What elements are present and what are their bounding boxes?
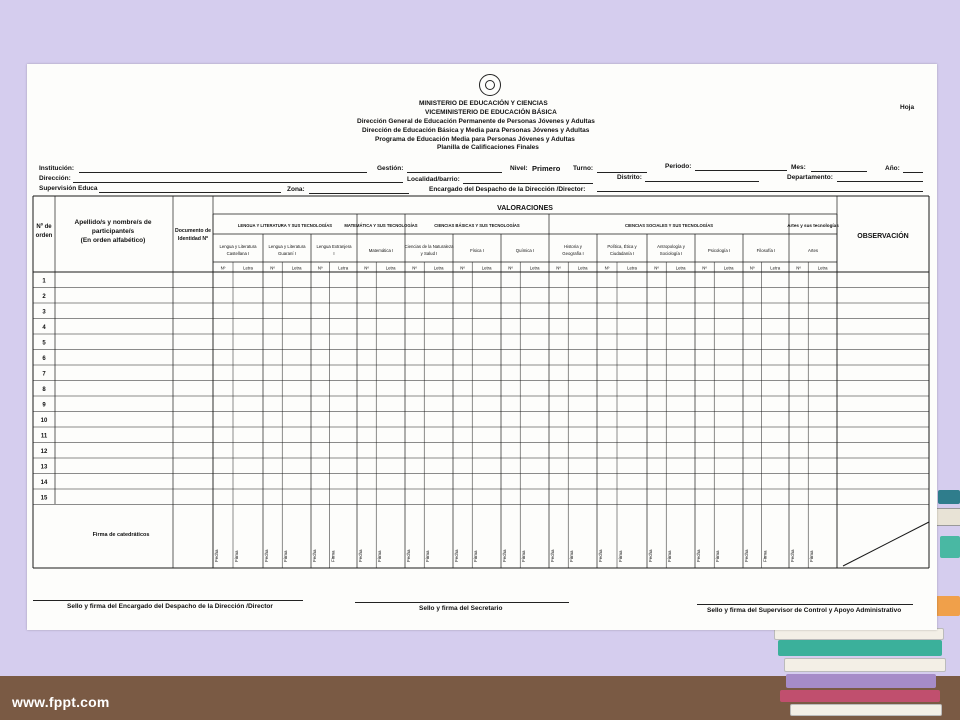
area-label: Artes y sus tecnologías xyxy=(787,223,839,228)
sub-n-label: Nº xyxy=(270,265,275,271)
firma-label: Firma xyxy=(425,550,431,562)
subject-label: I xyxy=(333,251,335,256)
sub-n-label: Nº xyxy=(749,265,755,271)
subject-label: Física I xyxy=(470,248,484,253)
sub-n-label: Nº xyxy=(317,265,323,271)
sub-letra-label: Letra xyxy=(675,265,686,271)
subject-label: Química I xyxy=(515,248,535,253)
periodo-label: Periodo: xyxy=(665,163,692,170)
subject-label: Guaraní I xyxy=(278,251,296,256)
subject-label: Sociología I xyxy=(659,251,683,256)
firma-label: Firma xyxy=(234,550,239,562)
firma-label: Firma xyxy=(569,550,575,562)
firma-label: Firma xyxy=(521,550,527,562)
programa: Programa de Educación Media para Personas Jóvenes y Adultas xyxy=(375,136,575,143)
document-title: Planilla de Calificaciones Finales xyxy=(437,144,539,151)
firma-label: Firma xyxy=(667,550,673,562)
area-label: LENGUA Y LITERATURA Y SUS TECNOLOGÍAS xyxy=(237,223,333,228)
supervision-label: Supervisión Educa xyxy=(39,185,98,192)
direccion-educacion: Dirección de Educación Básica y Media para Personas Jóvenes y Adultas xyxy=(362,127,590,134)
subject-label: Artes xyxy=(807,248,819,253)
row-number: 4 xyxy=(42,325,46,331)
fecha-label: Fecha xyxy=(744,549,749,562)
sub-n-label: Nº xyxy=(364,265,369,271)
firma-label: Firma xyxy=(715,550,721,562)
ministry-title: MINISTERIO DE EDUCACIÓN Y CIENCIAS xyxy=(419,100,548,107)
subject-label: Política, Ética y xyxy=(607,244,637,249)
sub-letra-label: Letra xyxy=(723,265,734,271)
signature-line-supervisor xyxy=(697,604,913,605)
subject-label: Psicología I xyxy=(707,248,731,253)
area-label: CIENCIAS SOCIALES Y SUS TECNOLOGÍAS xyxy=(624,223,714,228)
subject-label: Lengua y Literatura xyxy=(219,244,257,249)
sub-letra-label: Letra xyxy=(338,265,349,271)
sub-n-label: Nº xyxy=(654,265,659,271)
direccion-general: Dirección General de Educación Permanente de Personas Jóvenes y Adultas xyxy=(357,118,595,125)
sub-n-label: Nº xyxy=(412,265,417,271)
subject-label: Lengua y Literatura xyxy=(268,244,306,249)
firma-catedraticos-label: Firma de catedráticos xyxy=(92,532,150,538)
fecha-label: Fecha xyxy=(550,549,555,562)
valoraciones-header: VALORACIONES xyxy=(497,205,553,212)
sub-n-label: Nº xyxy=(604,265,610,271)
sub-letra-label: Letra xyxy=(770,265,781,271)
scanned-grade-sheet xyxy=(27,64,937,630)
signature-label-encargado: Sello y firma del Encargado del Despacho de la Dirección /Director xyxy=(67,603,273,610)
fecha-label: Fecha xyxy=(214,549,219,562)
fecha-label: Fecha xyxy=(358,549,363,562)
direccion-label: Dirección: xyxy=(39,175,71,182)
row-number: 15 xyxy=(40,495,48,502)
subject-label: Antropología y xyxy=(657,244,685,249)
sub-letra-label: Letra xyxy=(529,265,540,271)
localidad-label: Localidad/barrio: xyxy=(407,176,460,183)
row-number: 1 xyxy=(42,278,46,285)
fecha-label: Fecha xyxy=(264,549,269,562)
subject-label: Historia y xyxy=(564,244,582,249)
firma-label: Firma xyxy=(377,550,383,562)
zona-label: Zona: xyxy=(287,186,305,193)
sub-letra-label: Letra xyxy=(577,265,588,271)
sub-letra-label: Letra xyxy=(817,265,828,271)
row-number: 14 xyxy=(40,480,48,486)
sub-letra-label: Letra xyxy=(243,265,253,271)
firma-label: Firma xyxy=(809,550,815,562)
sub-n-label: Nº xyxy=(702,265,707,271)
fppt-logo[interactable]: www.fppt.com xyxy=(12,694,110,710)
fecha-label: Fecha xyxy=(790,549,795,562)
nivel-value: Primero xyxy=(532,164,561,173)
subject-label: y Salud I xyxy=(420,251,438,256)
firma-label: Firma xyxy=(330,550,336,562)
sub-letra-label: Letra xyxy=(433,265,444,271)
row-number: 5 xyxy=(42,340,46,347)
departamento-label: Departamento: xyxy=(787,174,833,181)
col-nombre-header: (En orden alfabético) xyxy=(80,237,146,244)
mes-label: Mes: xyxy=(791,164,806,171)
col-documento-header: Documento de xyxy=(174,228,212,234)
sub-letra-label: Letra xyxy=(291,265,302,271)
firma-label: Firma xyxy=(618,550,623,562)
firma-label: Firma xyxy=(473,550,479,562)
col-nombre-header: Apellido/s y nombre/s de xyxy=(74,219,152,226)
col-orden-header: Nº de xyxy=(36,224,52,230)
viceministry-title: VICEMINISTERIO DE EDUCACIÓN BÁSICA xyxy=(425,109,557,116)
firma-label: Firma xyxy=(283,550,289,562)
fecha-label: Fecha xyxy=(406,549,411,562)
subject-label: Lengua Extranjera xyxy=(316,244,352,249)
anio-label: Año: xyxy=(885,165,900,172)
gestion-label: Gestión: xyxy=(377,165,404,172)
sub-letra-label: Letra xyxy=(627,265,637,271)
institucion-label: Institución: xyxy=(39,165,75,172)
signature-label-secretario: Sello y firma del Secretario xyxy=(419,605,503,612)
sub-n-label: Nº xyxy=(220,265,226,271)
fecha-label: Fecha xyxy=(454,549,459,562)
signature-label-supervisor: Sello y firma del Supervisor de Control y Apoyo Administrativo xyxy=(707,607,902,614)
row-number: 6 xyxy=(42,356,46,362)
sub-letra-label: Letra xyxy=(385,265,396,271)
sub-n-label: Nº xyxy=(796,265,801,271)
fecha-label: Fecha xyxy=(648,549,653,562)
row-number: 10 xyxy=(40,418,48,424)
row-number: 13 xyxy=(40,464,48,471)
hoja-label: Hoja xyxy=(900,104,915,111)
sub-n-label: Nº xyxy=(556,265,561,271)
row-number: 3 xyxy=(42,309,46,316)
fecha-label: Fecha xyxy=(696,549,701,562)
row-number: 2 xyxy=(42,294,46,300)
nivel-label: Nivel: xyxy=(510,165,528,172)
fecha-label: Fecha xyxy=(502,549,507,562)
subject-label: Castellana I xyxy=(226,251,250,256)
subject-label: Filosofía I xyxy=(756,248,776,253)
sub-letra-label: Letra xyxy=(481,265,492,271)
area-label: CIENCIAS BÁSICAS Y SUS TECNOLOGÍAS xyxy=(434,223,520,228)
signature-line-encargado xyxy=(33,600,303,601)
row-number: 8 xyxy=(42,387,46,393)
row-number: 12 xyxy=(40,449,48,455)
area-label: MATEMÁTICA Y SUS TECNOLOGÍAS xyxy=(344,223,418,228)
subject-label: Geografía I xyxy=(562,251,584,256)
grade-table xyxy=(27,64,937,630)
encargado-label: Encargado del Despacho de la Dirección /Director: xyxy=(429,186,586,193)
firma-label: Firma xyxy=(762,550,768,562)
signature-line-secretario xyxy=(355,602,569,603)
subject-label: Matemática I xyxy=(368,248,394,253)
sub-n-label: Nº xyxy=(460,265,465,271)
col-orden-header: orden xyxy=(35,233,53,239)
col-nombre-header: participante/s xyxy=(91,228,135,235)
distrito-label: Distrito: xyxy=(617,174,642,181)
row-number: 9 xyxy=(42,402,46,409)
subject-label: Ciencias de la Naturaleza xyxy=(404,244,454,249)
turno-label: Turno: xyxy=(573,165,594,172)
row-number: 7 xyxy=(42,371,46,378)
fecha-label: Fecha xyxy=(312,549,317,562)
subject-label: Ciudadanía I xyxy=(609,251,635,256)
col-documento-header: Identidad Nº xyxy=(177,236,209,242)
row-number: 11 xyxy=(40,433,48,440)
fecha-label: Fecha xyxy=(598,549,603,562)
observacion-header: OBSERVACIÓN xyxy=(857,233,909,240)
sub-n-label: Nº xyxy=(508,265,513,271)
